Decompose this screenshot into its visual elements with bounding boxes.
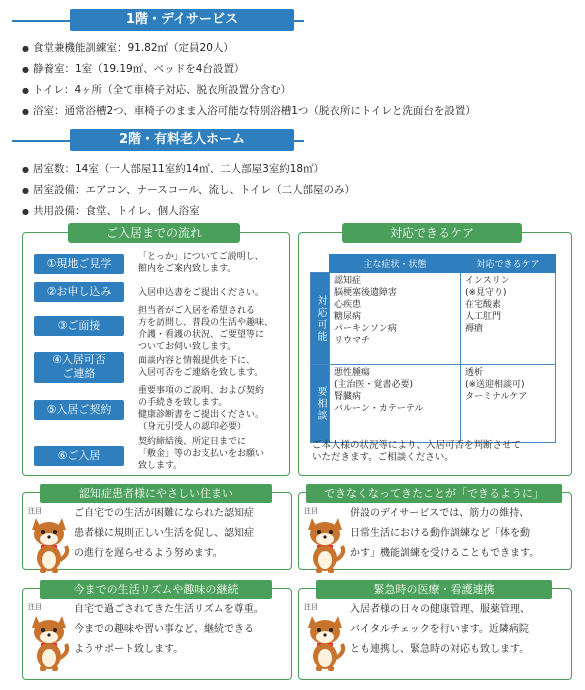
mascot-note: 注目	[28, 507, 42, 515]
floor1-title: 1階・デイサービス	[70, 9, 294, 31]
card-abilities-title: できなくなってきたことが「できるように」	[306, 484, 562, 503]
step-interview-text: 担当者がご入居を希望される 方を訪問し、普段の生活や趣味、 介護・看護の状況、ご要望等に ついてお伺い致します。	[138, 306, 274, 352]
floor2-item: ● 共用設備：食堂、トイレ、個人浴室	[22, 201, 355, 222]
care-symptoms-consult: 悪性腫瘍 (主治医・覚書必要) 腎臓病 バルーン・カテーテル	[330, 365, 461, 443]
care-title: 対応できるケア	[342, 223, 522, 243]
move-in-flow-title: ご入居までの流れ	[68, 223, 240, 243]
shiba-dog-mascot-icon	[302, 612, 348, 672]
card-dementia-title: 認知症患者様にやさしい住まい	[40, 484, 272, 503]
step-apply: ②お申し込み	[34, 282, 124, 302]
shiba-dog-mascot-icon	[302, 514, 348, 574]
step-move-in-text: 契約締結後、所定日までに 「敷金」等のお支払いをお願い 致します。	[138, 437, 265, 471]
mascot-note: 注目	[28, 603, 42, 611]
care-col-care: 対応できるケア	[460, 255, 555, 273]
step-visit-text: 「とっか」についてご説明し、 館内をご案内致します。	[138, 252, 264, 274]
care-services-consult: 透析 (※送迎相談可) ターミナルケア	[460, 365, 555, 443]
mascot-note: 注目	[304, 507, 318, 515]
step-visit: ①現地ご見学	[34, 254, 124, 274]
floor1-item: ● 静養室：1室（19.19㎡、ベッドを4台設置）	[22, 59, 476, 80]
floor2-item: ● 居室数：14室（一人部屋11室約14㎡、二人部屋3室約18㎡）	[22, 159, 355, 180]
care-note: ご本人様の状況等により、入居可否を判断させて いただきます。ご相談ください。	[312, 440, 522, 463]
floor2-title: 2階・有料老人ホーム	[70, 129, 294, 151]
care-row-consult: 要相談	[311, 365, 330, 443]
floor1-item: ● 浴室：通常浴槽2つ、車椅子のまま入浴可能な特別浴槽1つ（脱衣所にトイレと洗面台を設置）	[22, 101, 476, 122]
step-contract: ⑤入居ご契約	[34, 400, 124, 420]
step-move-in: ⑥ご入居	[34, 446, 124, 466]
care-row-possible: 対応可能	[311, 273, 330, 365]
care-col-symptoms: 主な症状・状態	[330, 255, 461, 273]
card-lifestyle-body: 自宅で過ごされてきた生活リズムを尊重。 今までの趣味や習い事など、継続できる ようサポート致します。	[74, 604, 264, 655]
care-services-possible: インスリン (※見守り) 在宅酸素 人工肛門 褥瘡	[460, 273, 555, 365]
shiba-dog-mascot-icon	[26, 514, 72, 574]
shiba-dog-mascot-icon	[26, 612, 72, 672]
step-decision-text: 面談内容と情報提供を下に、 入居可否をご連絡を致します。	[138, 356, 264, 378]
floor1-item: ● 食堂兼機能訓練室：91.82㎡（定員20人）	[22, 38, 476, 59]
card-lifestyle-title: 今までの生活リズムや趣味の継続	[40, 580, 272, 599]
care-symptoms-possible: 認知症 脳梗塞後遺障害 心疾患 糖尿病 パーキンソン病 リウマチ	[330, 273, 461, 365]
card-emergency-title: 緊急時の医療・看護連携	[316, 580, 552, 599]
care-table	[310, 254, 556, 443]
card-abilities-body: 併設のデイサービスでは、筋力の維持、 日常生活における動作訓練など「体を動 かす」機能訓練を受けることもできます。	[350, 508, 540, 559]
step-interview: ③ご面接	[34, 316, 124, 336]
card-dementia-body: ご自宅での生活が困難になられた認知症 患者様に規則正しい生活を促し、認知症 の進行を遅らせるよう努めます。	[74, 508, 254, 559]
floor2-item: ● 居室設備：エアコン、ナースコール、流し、トイレ（二人部屋のみ）	[22, 180, 355, 201]
step-apply-text: 入居申込書をご提出ください。	[138, 288, 265, 298]
floor2-list	[22, 159, 355, 222]
step-decision: ④入居可否 ご連絡	[34, 352, 124, 383]
floor1-item: ● トイレ：4ヶ所（全て車椅子対応、脱衣所設置分含む）	[22, 80, 476, 101]
mascot-note: 注目	[304, 603, 318, 611]
step-contract-text: 重要事項のご説明、および契約 の手続きを致します。 健康診断書をご提出ください。 （身元引受人の認印必要）	[138, 386, 265, 432]
card-emergency-body: 入居者様の日々の健康管理、服薬管理、 バイタルチェックを行います。近隣病院 とも連携し、緊急時の対応も致します。	[350, 604, 530, 655]
floor1-list	[22, 38, 476, 122]
